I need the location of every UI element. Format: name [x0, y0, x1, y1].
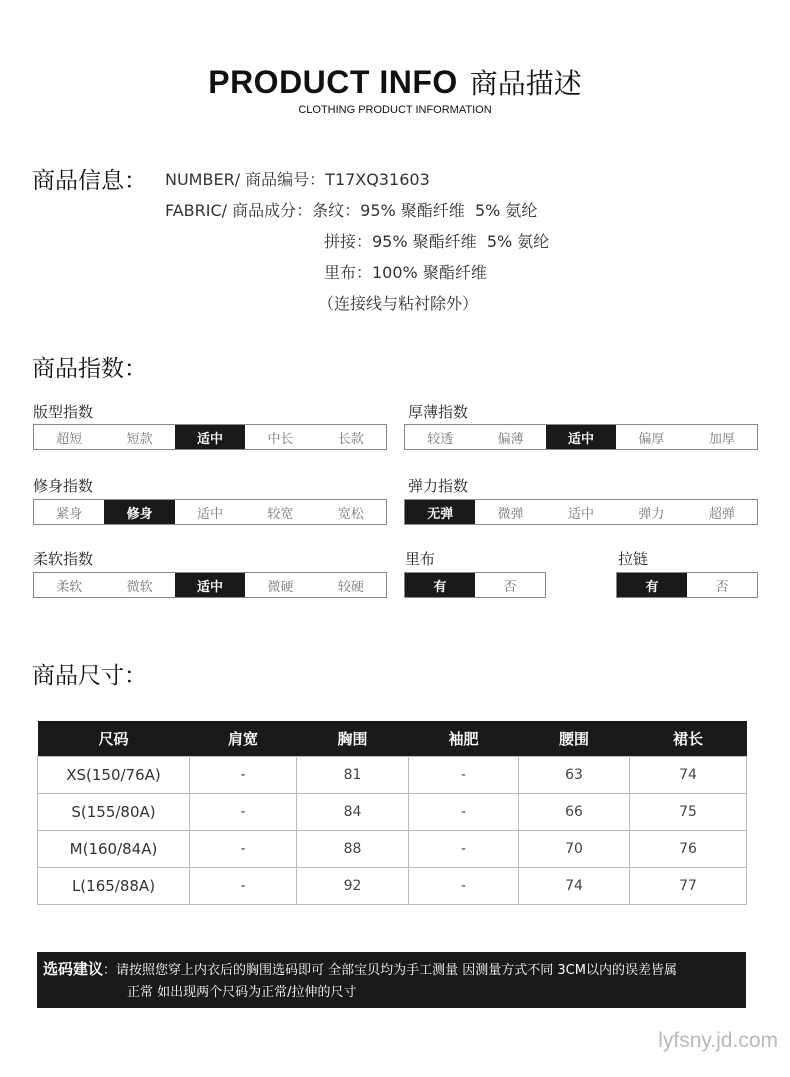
table-cell: 63 — [519, 757, 630, 794]
table-cell: 84 — [297, 794, 409, 831]
thickness-index-scale — [404, 424, 758, 450]
advice-label: 选码建议 — [43, 960, 104, 978]
scale-option: 较宽 — [267, 506, 294, 522]
fit-index-scale — [33, 499, 387, 525]
table-row — [38, 757, 747, 794]
advice-line-2: 正常 如出现两个尺码为正常/拉伸的尺寸 — [127, 985, 357, 1000]
scale-option: 加厚 — [708, 431, 735, 447]
scale-option: 适中 — [175, 573, 245, 597]
scale-option: 适中 — [175, 425, 245, 449]
scale-option: 长款 — [337, 431, 364, 447]
softness-index-label: 柔软指数 — [33, 550, 94, 568]
table-cell: 92 — [297, 868, 409, 905]
size-table — [37, 721, 747, 905]
table-cell: - — [409, 794, 519, 831]
scale-option: 修身 — [104, 500, 174, 524]
table-cell: - — [190, 757, 297, 794]
table-cell: - — [190, 794, 297, 831]
size-column-header: 尺码 — [38, 721, 190, 757]
size-table-header — [38, 721, 747, 757]
fit-index-label: 修身指数 — [33, 477, 94, 495]
info-heading: 商品信息： — [32, 168, 147, 194]
scale-option: 微软 — [126, 579, 153, 595]
table-cell: 77 — [630, 868, 747, 905]
scale-option: 否 — [715, 579, 729, 595]
thickness-index-label: 厚薄指数 — [408, 403, 469, 421]
page-subtitle: CLOTHING PRODUCT INFORMATION — [298, 104, 492, 116]
scale-option: 弹力 — [638, 506, 665, 522]
scale-option: 无弹 — [405, 500, 475, 524]
size-column-header: 腰围 — [519, 721, 630, 757]
scale-option: 短款 — [126, 431, 153, 447]
advice-line-1: ：请按照您穿上内衣后的胸围选码即可 全部宝贝均为手工测量 因测量方式不同 3CM以内的误差皆属 — [103, 963, 677, 978]
scale-option: 微硬 — [267, 579, 294, 595]
store-watermark: lyfsny.jd.com — [658, 1029, 778, 1052]
scale-option: 适中 — [546, 425, 616, 449]
table-cell: - — [409, 831, 519, 868]
table-row — [38, 794, 747, 831]
scale-option: 柔软 — [56, 579, 83, 595]
table-cell: 88 — [297, 831, 409, 868]
scale-option: 适中 — [197, 506, 224, 522]
scale-option: 偏薄 — [497, 431, 524, 447]
zipper-label: 拉链 — [618, 550, 649, 568]
size-heading: 商品尺寸： — [32, 663, 147, 689]
scale-option: 紧身 — [56, 506, 83, 522]
size-column-header: 袖肥 — [409, 721, 519, 757]
splice-line: 拼接：95% 聚酯纤维 5% 氨纶 — [324, 232, 550, 251]
scale-option: 中长 — [267, 431, 294, 447]
table-cell: 74 — [519, 868, 630, 905]
zipper-scale — [616, 572, 758, 598]
scale-option: 超弹 — [708, 506, 735, 522]
scale-option: 较透 — [427, 431, 454, 447]
table-cell: M(160/84A) — [38, 831, 190, 868]
lining-scale — [404, 572, 546, 598]
size-column-header: 肩宽 — [190, 721, 297, 757]
table-cell: 74 — [630, 757, 747, 794]
table-cell: - — [190, 868, 297, 905]
scale-option: 有 — [405, 573, 475, 597]
title-en: PRODUCT INFO — [208, 64, 458, 100]
elastic-index-scale — [404, 499, 758, 525]
table-cell: 76 — [630, 831, 747, 868]
title-cn: 商品描述 — [469, 67, 582, 100]
scale-option: 有 — [617, 573, 687, 597]
size-advice-box — [37, 952, 746, 1008]
table-cell: XS(150/76A) — [38, 757, 190, 794]
scale-option: 较硬 — [337, 579, 364, 595]
indices-heading: 商品指数： — [32, 356, 147, 382]
scale-option: 偏厚 — [638, 431, 665, 447]
note-line: （连接线与粘衬除外） — [318, 294, 479, 313]
elastic-index-label: 弹力指数 — [408, 477, 469, 495]
page-title — [0, 62, 790, 104]
lining-line: 里布：100% 聚酯纤维 — [324, 263, 487, 282]
version-index-scale — [33, 424, 387, 450]
scale-option: 宽松 — [337, 506, 364, 522]
softness-index-scale — [33, 572, 387, 598]
table-cell: - — [409, 868, 519, 905]
scale-option: 超短 — [56, 431, 83, 447]
scale-option: 否 — [503, 579, 517, 595]
table-row — [38, 831, 747, 868]
table-cell: - — [190, 831, 297, 868]
scale-option: 微弹 — [497, 506, 524, 522]
table-row — [38, 868, 747, 905]
number-line: NUMBER/ 商品编号：T17XQ31603 — [165, 170, 430, 189]
size-column-header: 胸围 — [297, 721, 409, 757]
table-cell: 70 — [519, 831, 630, 868]
version-index-label: 版型指数 — [33, 403, 94, 421]
table-cell: - — [409, 757, 519, 794]
table-cell: 75 — [630, 794, 747, 831]
scale-option: 适中 — [568, 506, 595, 522]
table-cell: L(165/88A) — [38, 868, 190, 905]
lining-label: 里布 — [405, 550, 436, 568]
size-column-header: 裙长 — [630, 721, 747, 757]
table-cell: 66 — [519, 794, 630, 831]
table-cell: 81 — [297, 757, 409, 794]
table-cell: S(155/80A) — [38, 794, 190, 831]
fabric-line: FABRIC/ 商品成分：条纹：95% 聚酯纤维 5% 氨纶 — [165, 201, 538, 220]
